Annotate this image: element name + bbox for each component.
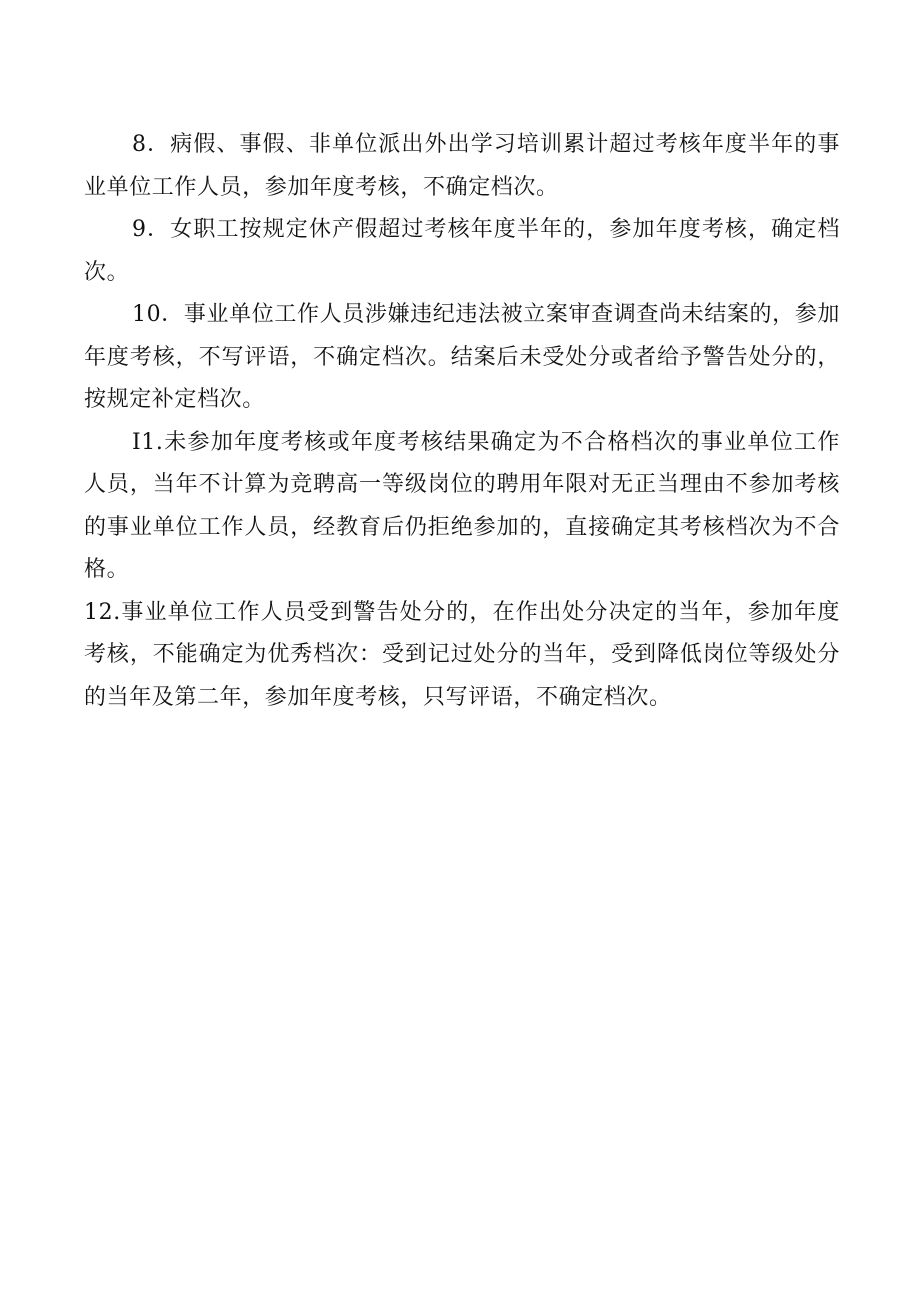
paragraph-item-11: I1.未参加年度考核或年度考核结果确定为不合格档次的事业单位工作人员，当年不计算为竞聘高一等级岗位的聘用年限对无正当理由不参加考核的事业单位工作人员，经教育后仍拒绝参加的，直接确定其考核档次为不合格。 [84, 429, 840, 582]
paragraph-item-8: 8．病假、事假、非单位派出外出学习培训累计超过考核年度半年的事业单位工作人员，参加年度考核，不确定档次。 [84, 132, 840, 200]
paragraph-item-10: 10．事业单位工作人员涉嫌违纪违法被立案审查调查尚未结案的，参加年度考核，不写评语，不确定档次。结案后未受处分或者给予警告处分的，按规定补定档次。 [84, 302, 840, 412]
document-page [84, 124, 840, 719]
paragraph-item-12: 12.事业单位工作人员受到警告处分的，在作出处分决定的当年，参加年度考核，不能确定为优秀档次：受到记过处分的当年，受到降低岗位等级处分的当年及第二年，参加年度考核，只写评语，不确定档次。 [84, 599, 840, 710]
paragraph-item-9: 9．女职工按规定休产假超过考核年度半年的，参加年度考核，确定档次。 [84, 217, 840, 285]
